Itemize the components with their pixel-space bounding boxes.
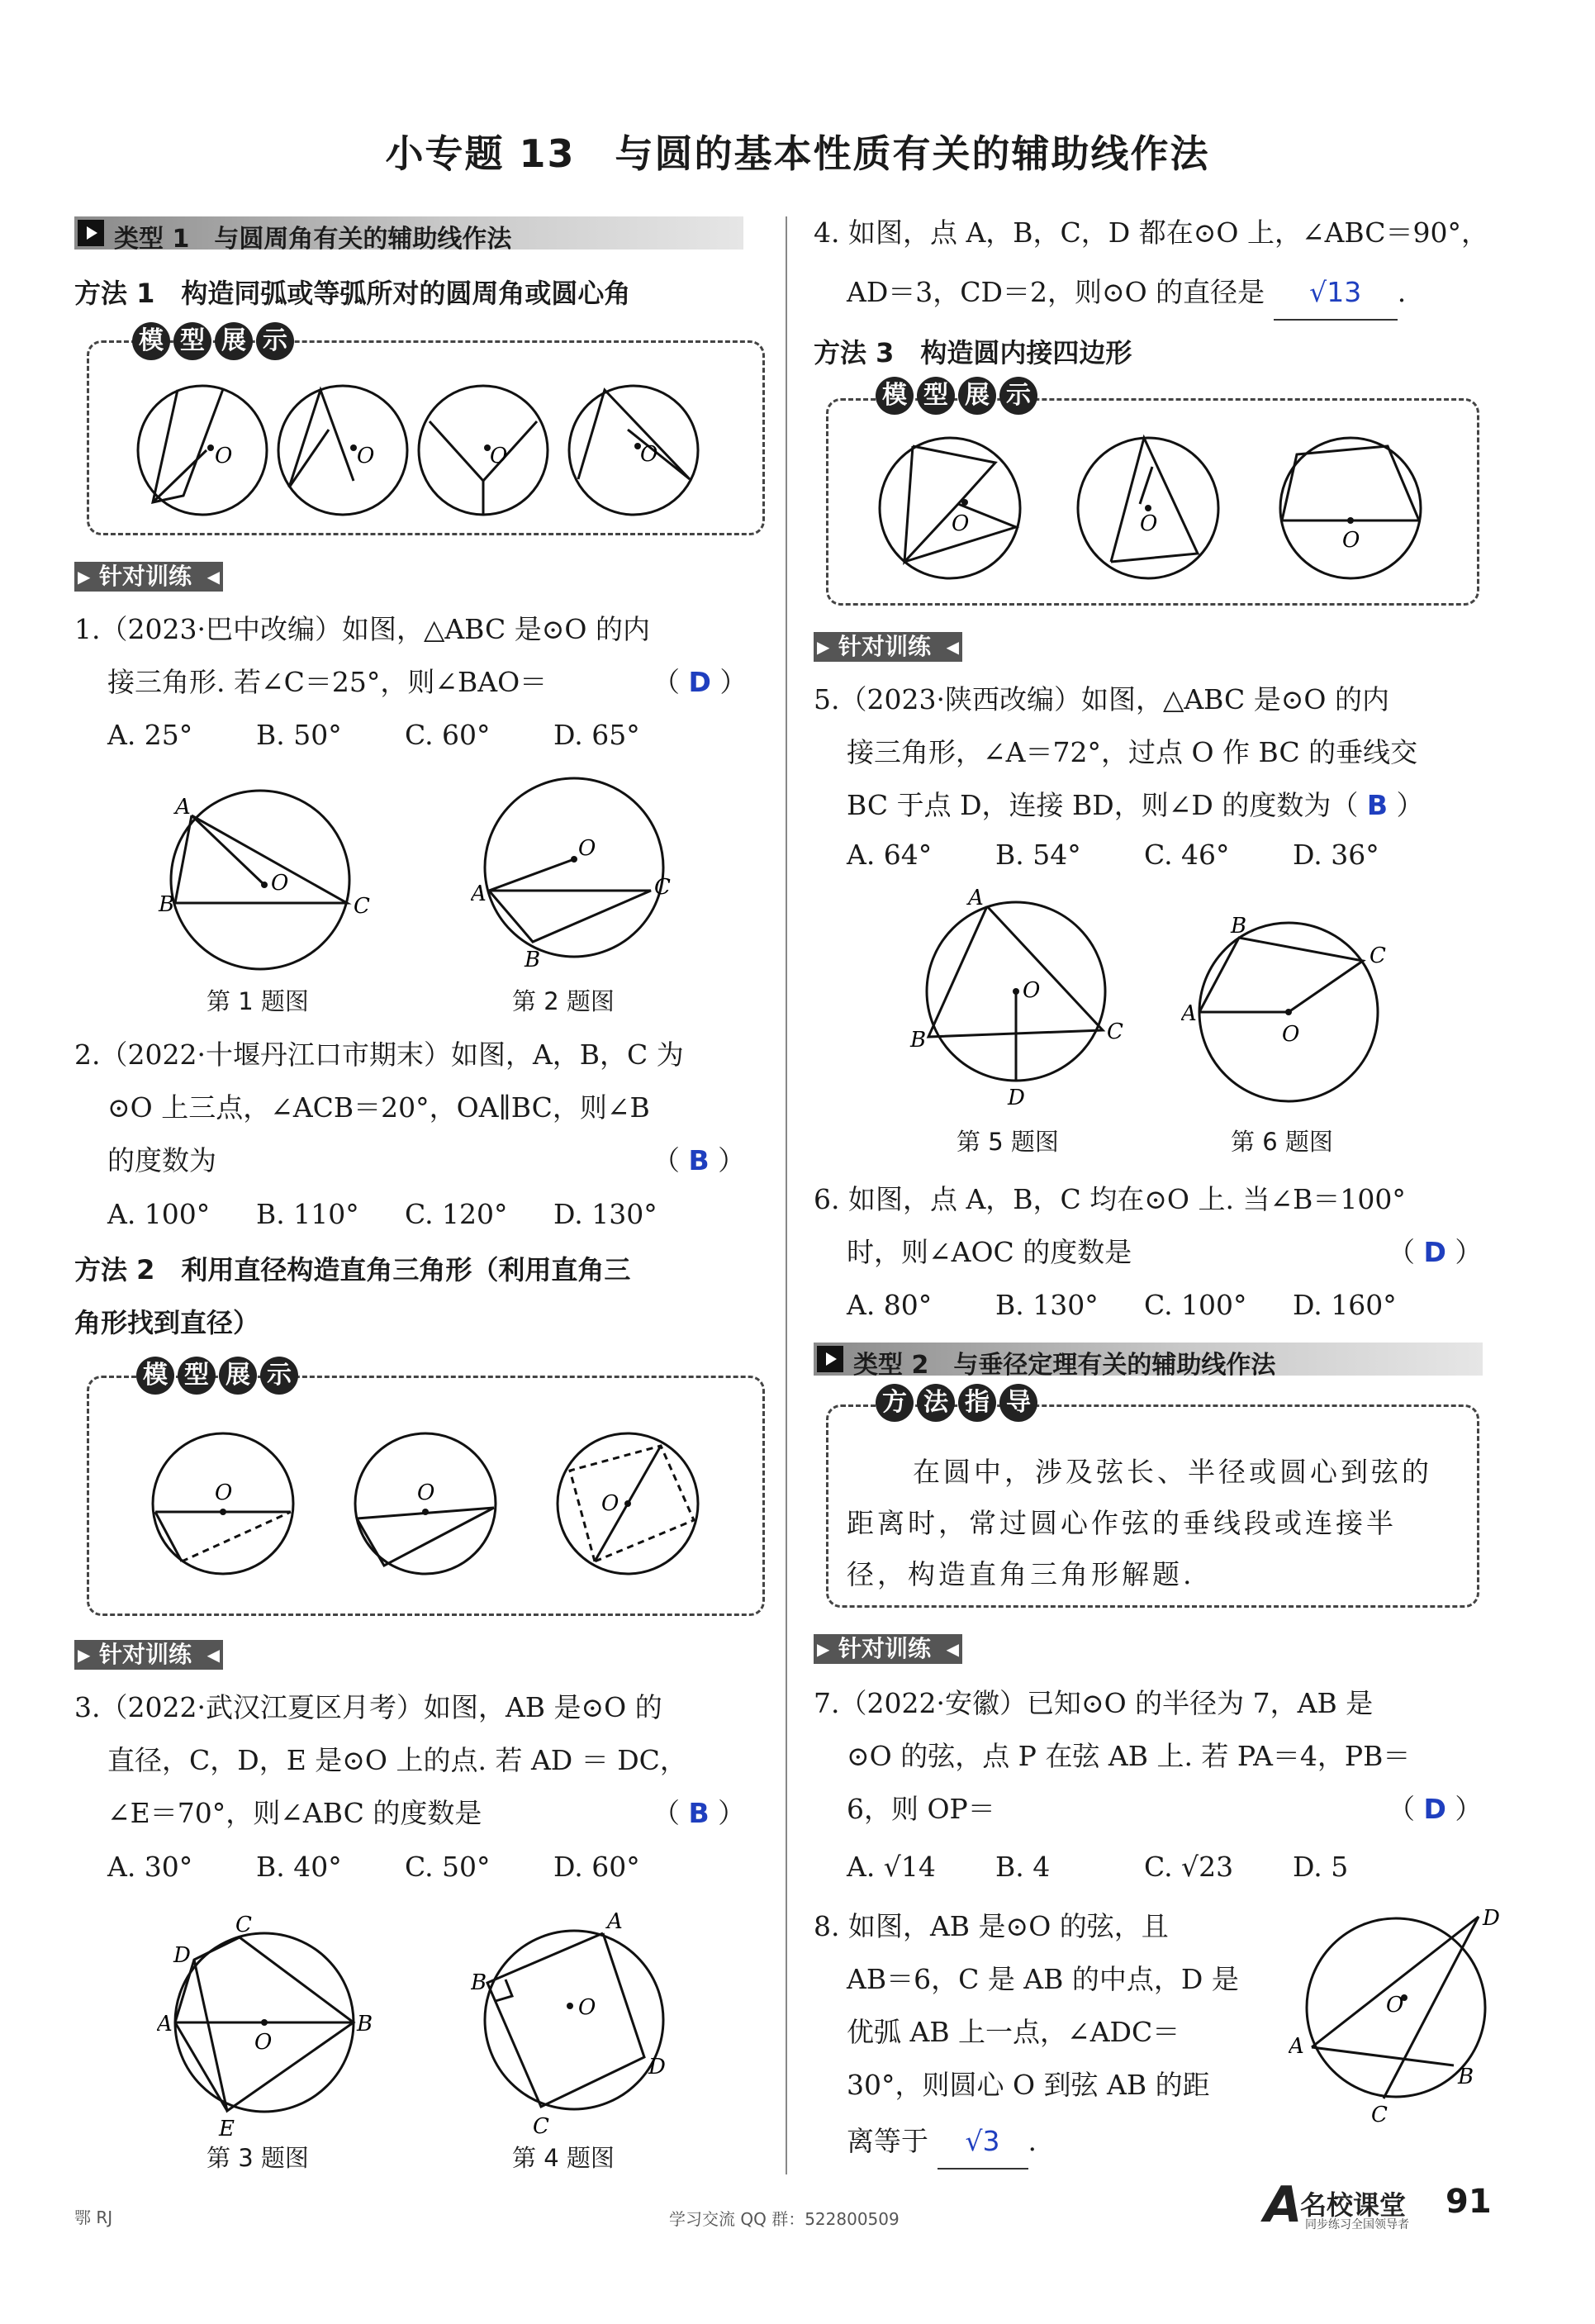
q7-line2: ⊙O 的弦，点 P 在弦 AB 上. 若 PA＝4，PB＝: [847, 1740, 1411, 1772]
svg-text:A: A: [968, 888, 984, 910]
type1-bar: [74, 216, 743, 254]
model-figures-3: [876, 430, 1454, 595]
q7-options: A. √14 B. 4 C. √23 D. 5: [847, 1851, 1349, 1883]
svg-text:D: D: [648, 2055, 666, 2079]
q6-line1: 6. 如图，点 A，B，C 均在⊙O 上. 当∠B＝100°: [814, 1183, 1406, 1215]
figure-q2: [471, 768, 702, 975]
svg-text:O: O: [1140, 511, 1158, 536]
q4-answer: √13: [1274, 266, 1398, 321]
q3-line2: 直径，C，D，E 是⊙O 上的点. 若 AD ＝ DC，: [107, 1744, 687, 1776]
brand-logo: A 名校课堂 同步练习全国领导者: [1264, 2176, 1409, 2234]
svg-text:O: O: [1282, 1022, 1300, 1047]
q6-answer-paren: （ D ）: [1388, 1236, 1483, 1268]
svg-text:D: D: [1483, 1906, 1500, 1931]
q5-line1: 5.（2023·陕西改编）如图，△ABC 是⊙O 的内: [814, 683, 1389, 715]
footer-edition: 鄂 RJ: [74, 2208, 113, 2227]
q3-answer: B: [688, 1797, 710, 1829]
guide-badge: 方 法 指 导: [876, 1384, 1037, 1422]
svg-text:C: C: [1107, 1019, 1123, 1044]
model-badge-1: 模 型 展 示: [132, 322, 294, 360]
q6-options: A. 80° B. 130° C. 100° D. 160°: [847, 1289, 1397, 1321]
svg-text:D: D: [1008, 1086, 1025, 1110]
svg-text:O: O: [1342, 528, 1360, 553]
svg-text:O: O: [417, 1480, 435, 1505]
method3-heading: 方法 3 构造圆内接四边形: [814, 337, 1132, 368]
q7-line1: 7.（2022·安徽）已知⊙O 的半径为 7，AB 是: [814, 1687, 1374, 1719]
svg-text:C: C: [654, 875, 671, 900]
svg-text:C: C: [1370, 943, 1386, 968]
svg-text:O: O: [1023, 978, 1041, 1003]
model-figures-1: [132, 380, 743, 520]
q8-line1: 8. 如图，AB 是⊙O 的弦，且: [814, 1910, 1169, 1942]
figure-q8: [1289, 1900, 1512, 2123]
caption-fig2: 第 2 题图: [512, 987, 615, 1015]
q1-line1: 1.（2023·巴中改编）如图，△ABC 是⊙O 的内: [74, 613, 650, 645]
svg-text:C: C: [1371, 2103, 1388, 2123]
svg-text:O: O: [215, 444, 233, 468]
svg-text:O: O: [578, 1995, 596, 2020]
svg-text:A: A: [157, 2012, 173, 2036]
column-divider: [786, 216, 787, 2174]
q7-answer-paren: （ D ）: [1388, 1793, 1483, 1825]
q4-line1: 4. 如图，点 A，B，C，D 都在⊙O 上，∠ABC＝90°，: [814, 216, 1489, 249]
method2-heading-2: 角形找到直径）: [74, 1307, 260, 1338]
caption-fig4: 第 4 题图: [512, 2144, 615, 2172]
type2-label: 类型 2 与垂径定理有关的辅助线作法: [853, 1351, 1276, 1380]
svg-text:C: C: [533, 2114, 549, 2139]
caption-fig6: 第 6 题图: [1231, 1128, 1333, 1156]
q5-options: A. 64° B. 54° C. 46° D. 36°: [847, 839, 1379, 871]
svg-text:A: A: [471, 882, 487, 906]
svg-text:O: O: [215, 1480, 233, 1505]
svg-text:B: B: [1458, 2065, 1474, 2089]
q2-line1: 2.（2022·十堰丹江口市期末）如图，A，B，C 为: [74, 1038, 684, 1071]
type1-label: 类型 1 与圆周角有关的辅助线作法: [114, 225, 512, 254]
model-badge-2: 模 型 展 示: [136, 1357, 298, 1395]
model-figures-2: [149, 1421, 727, 1594]
page-title: 小专题 13 与圆的基本性质有关的辅助线作法: [385, 131, 1210, 176]
svg-text:O: O: [271, 871, 289, 896]
footer-qq: 学习交流 QQ 群：522800509: [669, 2209, 900, 2229]
svg-text:B: B: [357, 2012, 373, 2036]
q5-answer: B: [1366, 789, 1389, 821]
caption-fig1: 第 1 题图: [206, 987, 309, 1015]
svg-text:C: C: [354, 894, 370, 919]
svg-text:B: B: [1231, 914, 1247, 939]
figure-q5: [900, 888, 1132, 1111]
type2-bar: [814, 1343, 1483, 1380]
guide-line1: 在圆中，涉及弦长、半径或圆心到弦的: [913, 1456, 1432, 1488]
svg-text:O: O: [490, 444, 508, 468]
svg-text:O: O: [357, 444, 375, 468]
method1-heading: 方法 1 构造同弧或等弧所对的圆周角或圆心角: [74, 278, 631, 309]
play-icon: [78, 220, 104, 246]
svg-text:O: O: [952, 511, 970, 536]
svg-text:D: D: [173, 1943, 191, 1968]
model-badge-3: 模 型 展 示: [876, 377, 1037, 415]
q5-line3: BC 于点 D，连接 BD，则∠D 的度数为（ B ）: [847, 789, 1424, 821]
q8-line3: 优弧 AB 上一点，∠ADC＝: [847, 2016, 1180, 2048]
guide-line3: 径，构造直角三角形解题.: [847, 1558, 1195, 1590]
brand-tagline: 同步练习全国领导者: [1305, 2218, 1409, 2231]
figure-q1: [157, 781, 388, 979]
q1-answer: D: [688, 666, 711, 698]
svg-text:B: B: [910, 1028, 927, 1053]
q3-answer-paren: （ B ）: [653, 1797, 746, 1829]
svg-text:C: C: [235, 1913, 252, 1937]
q8-line4: 30°，则圆心 O 到弦 AB 的距: [847, 2069, 1210, 2101]
q7-line3: 6，则 OP＝: [847, 1793, 995, 1825]
play-icon: [817, 1346, 843, 1372]
training-label-3: ▶ 针对训练 ◀: [814, 632, 962, 662]
q3-line3: ∠E＝70°，则∠ABC 的度数是: [107, 1797, 482, 1829]
q3-line1: 3.（2022·武汉江夏区月考）如图，AB 是⊙O 的: [74, 1691, 662, 1723]
training-label-1: ▶ 针对训练 ◀: [74, 562, 223, 592]
q2-options: A. 100° B. 110° C. 120° D. 130°: [107, 1198, 657, 1230]
q8-line5: 离等于 √3 .: [847, 2115, 1037, 2170]
caption-fig3: 第 3 题图: [206, 2144, 309, 2172]
svg-text:A: A: [1181, 1001, 1197, 1026]
caption-fig5: 第 5 题图: [957, 1128, 1059, 1156]
svg-text:O: O: [1386, 1993, 1404, 2017]
svg-text:O: O: [601, 1491, 619, 1516]
svg-text:O: O: [640, 442, 658, 467]
q5-line2: 接三角形，∠A＝72°，过点 O 作 BC 的垂线交: [847, 736, 1418, 768]
q1-options: A. 25° B. 50° C. 60° D. 65°: [107, 719, 640, 751]
svg-text:B: B: [159, 892, 175, 917]
svg-text:B: B: [471, 1970, 487, 1995]
brand-name: 名校课堂: [1300, 2189, 1407, 2221]
svg-text:A: A: [1289, 2034, 1304, 2059]
q6-line2: 时，则∠AOC 的度数是: [847, 1236, 1132, 1268]
training-label-2: ▶ 针对训练 ◀: [74, 1640, 223, 1670]
q2-line2: ⊙O 上三点，∠ACB＝20°，OA∥BC，则∠B: [107, 1091, 650, 1124]
q2-line3: 的度数为: [107, 1144, 216, 1176]
q6-answer: D: [1423, 1236, 1446, 1268]
q2-answer: B: [688, 1144, 710, 1176]
q8-line2: AB＝6，C 是 AB 的中点，D 是: [847, 1963, 1239, 1995]
q3-options: A. 30° B. 40° C. 50° D. 60°: [107, 1851, 640, 1883]
figure-q6: [1181, 905, 1412, 1111]
guide-line2: 距离时，常过圆心作弦的垂线段或连接半: [847, 1507, 1397, 1539]
svg-text:B: B: [525, 948, 541, 972]
svg-text:O: O: [254, 2030, 273, 2055]
page-number: 91: [1445, 2183, 1492, 2221]
q1-answer-paren: （ D ）: [653, 666, 748, 698]
svg-text:A: A: [175, 795, 191, 820]
q2-answer-paren: （ B ）: [653, 1144, 746, 1176]
q7-answer: D: [1423, 1793, 1446, 1825]
method2-heading-1: 方法 2 利用直径构造直角三角形（利用直角三: [74, 1254, 631, 1286]
svg-text:E: E: [219, 2117, 235, 2141]
q8-answer: √3: [938, 2115, 1028, 2170]
q1-line2: 接三角形. 若∠C＝25°，则∠BAO＝: [107, 666, 548, 698]
svg-text:A: A: [607, 1909, 623, 1934]
svg-text:O: O: [578, 836, 596, 861]
figure-q3: [157, 1900, 396, 2148]
q4-line2: AD＝3，CD＝2，则⊙O 的直径是 √13 .: [847, 266, 1406, 321]
figure-q4: [471, 1900, 702, 2140]
training-label-4: ▶ 针对训练 ◀: [814, 1634, 962, 1664]
